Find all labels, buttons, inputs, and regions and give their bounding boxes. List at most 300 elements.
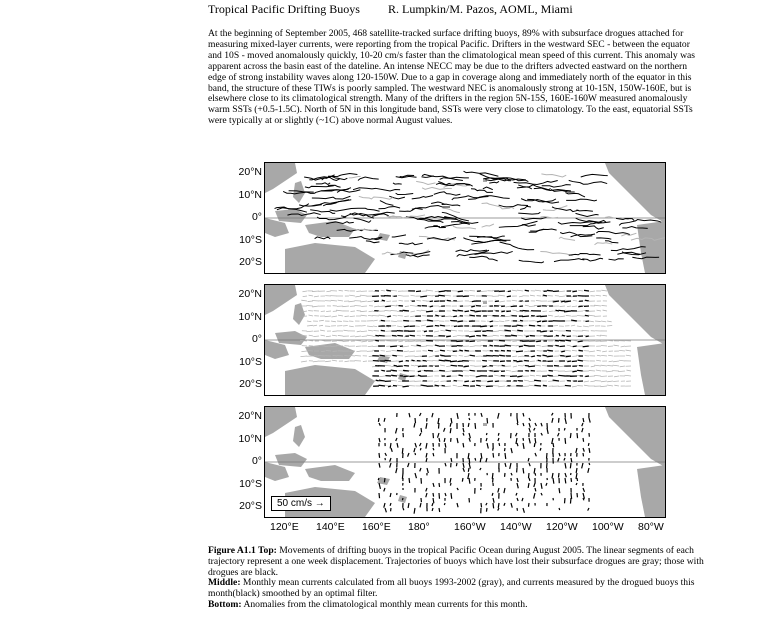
mean-current-vector [572,350,577,351]
drifter-current-vector [487,381,493,382]
mean-current-vector [367,335,373,336]
mean-current-vector [378,306,385,307]
drifter-current-vector [432,503,433,506]
drifter-current-vector [456,341,463,342]
mean-current-vector [307,321,311,322]
drifter-current-vector [577,478,578,481]
caption-fig-label: Figure A1.1 Top: [208,545,277,556]
mean-current-vector [469,331,475,332]
drifter-current-vector [522,316,529,317]
mean-current-vector [596,370,601,371]
drifter-current-vector [504,448,505,451]
drifter-trajectory [396,193,414,194]
mean-current-vector [542,365,547,366]
drifter-current-vector [552,418,553,423]
drifter-current-vector [403,310,409,311]
lon-label: 80°W [638,521,664,533]
mean-current-vector [301,361,307,362]
drifter-current-vector [547,350,553,351]
drifter-current-vector [490,326,493,327]
mean-current-vector [590,381,595,382]
land-mass [605,407,665,467]
mean-current-vector [588,315,595,316]
drifter-current-vector [511,448,512,453]
land-mass [305,465,355,481]
land-mass [398,373,407,381]
drifter-current-vector [378,478,379,480]
mean-current-vector [583,326,589,327]
drifter-trajectory [554,259,584,262]
drifter-current-vector [524,345,529,346]
lat-label: 20°N [238,166,262,178]
drifter-current-vector [390,443,391,448]
mean-current-vector [368,346,373,347]
mean-current-vector [619,360,625,361]
drifter-current-vector [529,423,530,428]
mean-current-vector [594,365,601,366]
mean-current-vector [326,291,331,292]
drifter-current-vector [463,385,469,386]
drifter-current-vector [567,336,571,337]
drifter-current-vector [457,438,458,443]
drifter-trajectory [499,225,536,228]
drifter-current-vector [570,433,571,438]
drifter-current-vector [420,443,421,446]
mean-current-vector [450,355,457,356]
lat-label: 0° [251,333,262,345]
mean-current-vector [590,291,595,292]
drifter-current-vector [453,310,457,311]
drifter-current-vector [426,340,433,341]
panel-trajectories [264,162,666,274]
mean-current-vector [549,311,553,312]
mean-current-vector [566,315,571,316]
drifter-current-vector [577,433,578,438]
drifter-current-vector [463,443,464,447]
drifter-trajectory [412,195,433,198]
mean-current-vector [339,290,343,291]
drifter-current-vector [426,488,427,491]
drifter-current-vector [414,508,415,514]
lat-label: 20°N [238,288,262,300]
drifter-trajectory [393,183,402,184]
drifter-current-vector [538,360,541,361]
mean-current-vector [398,295,403,296]
drifter-current-vector [586,336,589,337]
mean-current-vector [607,365,613,366]
mean-current-vector [459,355,463,356]
mean-current-vector [572,386,577,387]
drifter-current-vector [501,350,505,351]
drifter-current-vector [440,355,445,356]
drifter-current-vector [523,423,524,426]
mean-current-vector [440,365,445,366]
drifter-current-vector [486,503,487,505]
drifter-trajectory [522,221,538,224]
drifter-current-vector [390,493,391,497]
mean-current-vector [434,331,439,332]
mean-current-vector [404,351,409,352]
drifter-current-vector [385,508,386,512]
mean-current-vector [626,370,631,371]
drifter-current-vector [450,423,451,427]
drifter-current-vector [396,428,397,433]
drifter-current-vector [528,458,529,461]
drifter-current-vector [523,438,524,441]
mean-current-vector [345,290,349,291]
drifter-current-vector [391,375,397,376]
mean-current-vector [614,385,619,386]
mean-current-vector [429,356,433,357]
drifter-current-vector [528,473,529,478]
mean-current-vector [571,325,575,326]
mean-current-vector [426,360,433,361]
mean-current-vector [325,316,331,317]
caption-fig-text: Movements of drifting buoys in the tropical Pacific Ocean during August 2005. The linear segments of each trajectory represent a one week displacement. Trajectories of buoys which have lost their subsurface drogues are gray; those with drogues are black. [208,545,704,578]
drifter-trajectory [558,222,602,224]
drifter-current-vector [498,413,499,419]
drifter-current-vector [450,320,457,321]
mean-current-vector [361,331,367,332]
mean-current-vector [529,385,535,386]
mean-current-vector [554,330,559,331]
drifter-current-vector [463,468,464,472]
figure-caption [208,546,708,611]
drifter-current-vector [565,438,566,444]
mean-current-vector [559,296,565,297]
drifter-current-vector [583,453,584,456]
drifter-current-vector [482,360,487,361]
drifter-current-vector [390,458,391,462]
drifter-current-vector [457,413,458,419]
mean-current-vector [529,306,535,307]
page-authors: R. Lumpkin/M. Pazos, AOML, Miami [388,2,573,16]
land-mass [605,285,665,345]
drifter-current-vector [469,438,470,442]
drifter-current-vector [535,473,536,476]
mean-current-vector [536,375,541,376]
mean-current-vector [360,295,367,296]
drifter-trajectory [312,196,351,199]
drifter-current-vector [421,428,422,432]
drifter-current-vector [589,448,590,453]
mean-current-vector [584,381,589,382]
drifter-current-vector [403,386,409,387]
mean-current-vector [313,336,319,337]
drifter-current-vector [481,453,482,459]
drifter-current-vector [445,463,446,466]
mean-current-vector [517,335,523,336]
drifter-trajectory [534,188,571,191]
drifter-current-vector [388,386,391,387]
drifter-current-vector [390,503,391,506]
mean-current-vector [331,316,337,317]
mean-current-vector [397,326,402,327]
drifter-current-vector [547,356,553,357]
mean-current-vector [498,295,505,296]
mean-current-vector [506,306,511,307]
land-mass [265,407,297,437]
drifter-current-vector [403,508,404,510]
drifter-current-vector [567,361,571,362]
drifter-current-vector [396,468,397,473]
mean-current-vector [381,290,385,291]
drifter-current-vector [451,493,452,499]
drifter-current-vector [516,433,517,436]
drifter-current-vector [555,345,559,346]
drifter-current-vector [511,503,512,508]
mean-current-vector [613,361,619,362]
drifter-current-vector [530,335,535,336]
mean-current-vector [391,290,397,291]
land-mass [293,425,305,447]
land-mass [275,331,307,345]
lon-label: 120°W [546,521,578,533]
drifter-current-vector [486,355,493,356]
drifter-current-vector [403,370,409,371]
mean-current-vector [495,340,499,341]
drifter-current-vector [464,350,469,351]
mean-current-vector [591,366,595,367]
drifter-trajectory [483,187,493,190]
drifter-trajectory [399,208,423,211]
drifter-current-vector [454,380,457,381]
drifter-current-vector [547,428,548,434]
drifter-current-vector [565,478,566,483]
mean-current-vector [602,351,607,352]
drifter-current-vector [564,458,565,460]
drifter-current-vector [576,473,577,479]
mean-current-vector [607,325,612,326]
drifter-current-vector [553,443,554,447]
lon-label: 140°E [316,521,345,533]
drifter-current-vector [513,360,517,361]
drifter-current-vector [534,380,541,381]
mean-current-vector [613,381,619,382]
mean-current-vector [417,335,421,336]
drifter-current-vector [523,468,524,473]
mean-current-vector [303,296,307,297]
mean-current-vector [600,335,607,336]
drifter-current-vector [501,311,505,312]
mean-currents-map [265,285,665,395]
mean-current-vector [415,356,421,357]
drifter-current-vector [432,508,433,511]
drifter-current-vector [511,306,517,307]
mean-current-vector [548,315,553,316]
mean-current-vector [603,310,607,311]
drifter-current-vector [490,345,493,346]
drifter-current-vector [446,330,451,331]
mean-current-vector [301,351,307,352]
mean-current-vector [573,300,577,301]
drifter-trajectory [392,235,406,237]
drifter-current-vector [390,346,397,347]
drifter-trajectory [358,177,379,180]
drifter-current-vector [457,361,463,362]
mean-current-vector [601,376,607,377]
drifter-current-vector [529,438,530,443]
drifter-trajectory [406,216,443,222]
drifter-current-vector [547,290,553,291]
drifter-trajectory [581,174,608,177]
drifter-current-vector [462,478,463,482]
drifter-current-vector [486,433,487,435]
mean-current-vector [626,355,631,356]
mean-current-vector [338,300,343,301]
drifter-current-vector [384,418,385,422]
drifter-current-vector [451,365,457,366]
drifter-current-vector [570,463,571,468]
mean-current-vector [440,330,445,331]
lat-label: 20°S [239,500,262,512]
drifter-current-vector [469,478,470,484]
drifter-current-vector [403,376,409,377]
drifter-current-vector [470,355,475,356]
mean-current-vector [464,356,469,357]
caption-middle-text: Monthly mean currents calculated from all buoys 1993-2002 (gray), and currents measured by the drogued buoys this month(black) smoothed by an optimal filter. [208,577,695,600]
drifter-current-vector [576,448,577,453]
mean-current-vector [391,321,397,322]
mean-current-vector [560,306,565,307]
drifter-current-vector [465,311,469,312]
mean-current-vector [522,386,529,387]
mean-current-vector [319,325,323,326]
mean-current-vector [393,315,397,316]
mean-current-vector [626,350,631,351]
mean-current-vector [525,305,529,306]
drifter-current-vector [470,310,475,311]
drifter-current-vector [439,483,440,487]
drifter-current-vector [534,385,541,386]
drifter-current-vector [486,508,487,512]
drifter-current-vector [507,350,511,351]
drifter-current-vector [528,366,535,367]
drifter-trajectory [315,237,331,239]
drifter-current-vector [451,418,452,423]
drifter-current-vector [439,291,445,292]
drifter-current-vector [517,361,523,362]
drifter-current-vector [498,438,499,441]
drifter-current-vector [379,438,380,442]
mean-current-vector [368,315,373,316]
mean-current-vector [608,355,613,356]
drifter-current-vector [435,325,439,326]
drifter-current-vector [517,443,518,446]
drifter-current-vector [589,418,590,423]
drifter-current-vector [499,355,505,356]
drifter-current-vector [583,493,584,499]
drifter-current-vector [409,413,410,417]
mean-current-vector [356,351,361,352]
drifter-current-vector [534,443,535,447]
mean-current-vector [512,300,517,301]
mean-current-vector [613,365,619,366]
land-mass [305,221,355,237]
drifter-current-vector [469,458,470,463]
drifter-current-vector [480,458,481,462]
drifter-current-vector [410,335,415,336]
mean-current-vector [386,301,391,302]
drifter-current-vector [486,458,487,462]
mean-current-vector [589,351,595,352]
drifter-current-vector [565,463,566,468]
drifter-trajectory [416,181,435,184]
mean-current-vector [583,360,589,361]
mean-current-vector [493,321,499,322]
mean-current-vector [469,346,475,347]
mean-current-vector [379,376,385,377]
mean-current-vector [609,361,613,362]
drifter-current-vector [438,433,439,438]
mean-current-vector [357,331,361,332]
drifter-trajectory [520,206,531,209]
drifter-current-vector [589,463,590,465]
drifter-current-vector [588,468,589,473]
drifter-current-vector [498,433,499,436]
mean-current-vector [524,380,529,381]
drifter-current-vector [418,371,421,372]
land-mass [637,343,665,395]
drifter-current-vector [385,360,391,361]
drifter-current-vector [454,326,457,327]
lat-label: 0° [251,455,262,467]
drifter-current-vector [408,463,409,467]
drifter-current-vector [480,468,481,470]
drifter-current-vector [523,443,524,449]
drifter-current-vector [529,478,530,481]
mean-current-vector [607,321,612,322]
mean-current-vector [603,295,607,296]
mean-current-vector [405,306,409,307]
drifter-current-vector [535,453,536,456]
drifter-current-vector [435,315,439,316]
drifter-trajectory [378,207,400,209]
drifter-current-vector [507,296,511,297]
mean-current-vector [416,310,421,311]
drifter-trajectory [422,187,452,189]
drifter-current-vector [505,463,506,467]
drifter-current-vector [480,326,487,327]
drifter-current-vector [529,418,530,421]
drifter-trajectory [434,192,461,195]
drifter-current-vector [397,335,403,336]
land-mass [285,365,375,395]
drifter-current-vector [529,325,535,326]
drifter-trajectory [359,196,393,199]
mean-current-vector [445,386,451,387]
mean-current-vector [536,345,541,346]
page-title: Tropical Pacific Drifting Buoys [208,2,360,16]
mean-current-vector [309,315,313,316]
mean-current-vector [379,315,385,316]
drifter-current-vector [565,473,566,477]
drifter-current-vector [541,493,542,495]
drifter-current-vector [537,325,541,326]
drifter-trajectory [330,208,380,211]
mean-current-vector [601,381,607,382]
drifter-current-vector [529,428,530,432]
drifter-current-vector [520,320,523,321]
mean-current-vector [421,310,427,311]
mean-current-vector [577,326,582,327]
mean-current-vector [505,316,511,317]
mean-current-vector [313,325,317,326]
mean-current-vector [530,361,535,362]
drifter-current-vector [442,385,445,386]
drifter-trajectory [542,185,571,187]
mean-current-vector [312,300,319,301]
